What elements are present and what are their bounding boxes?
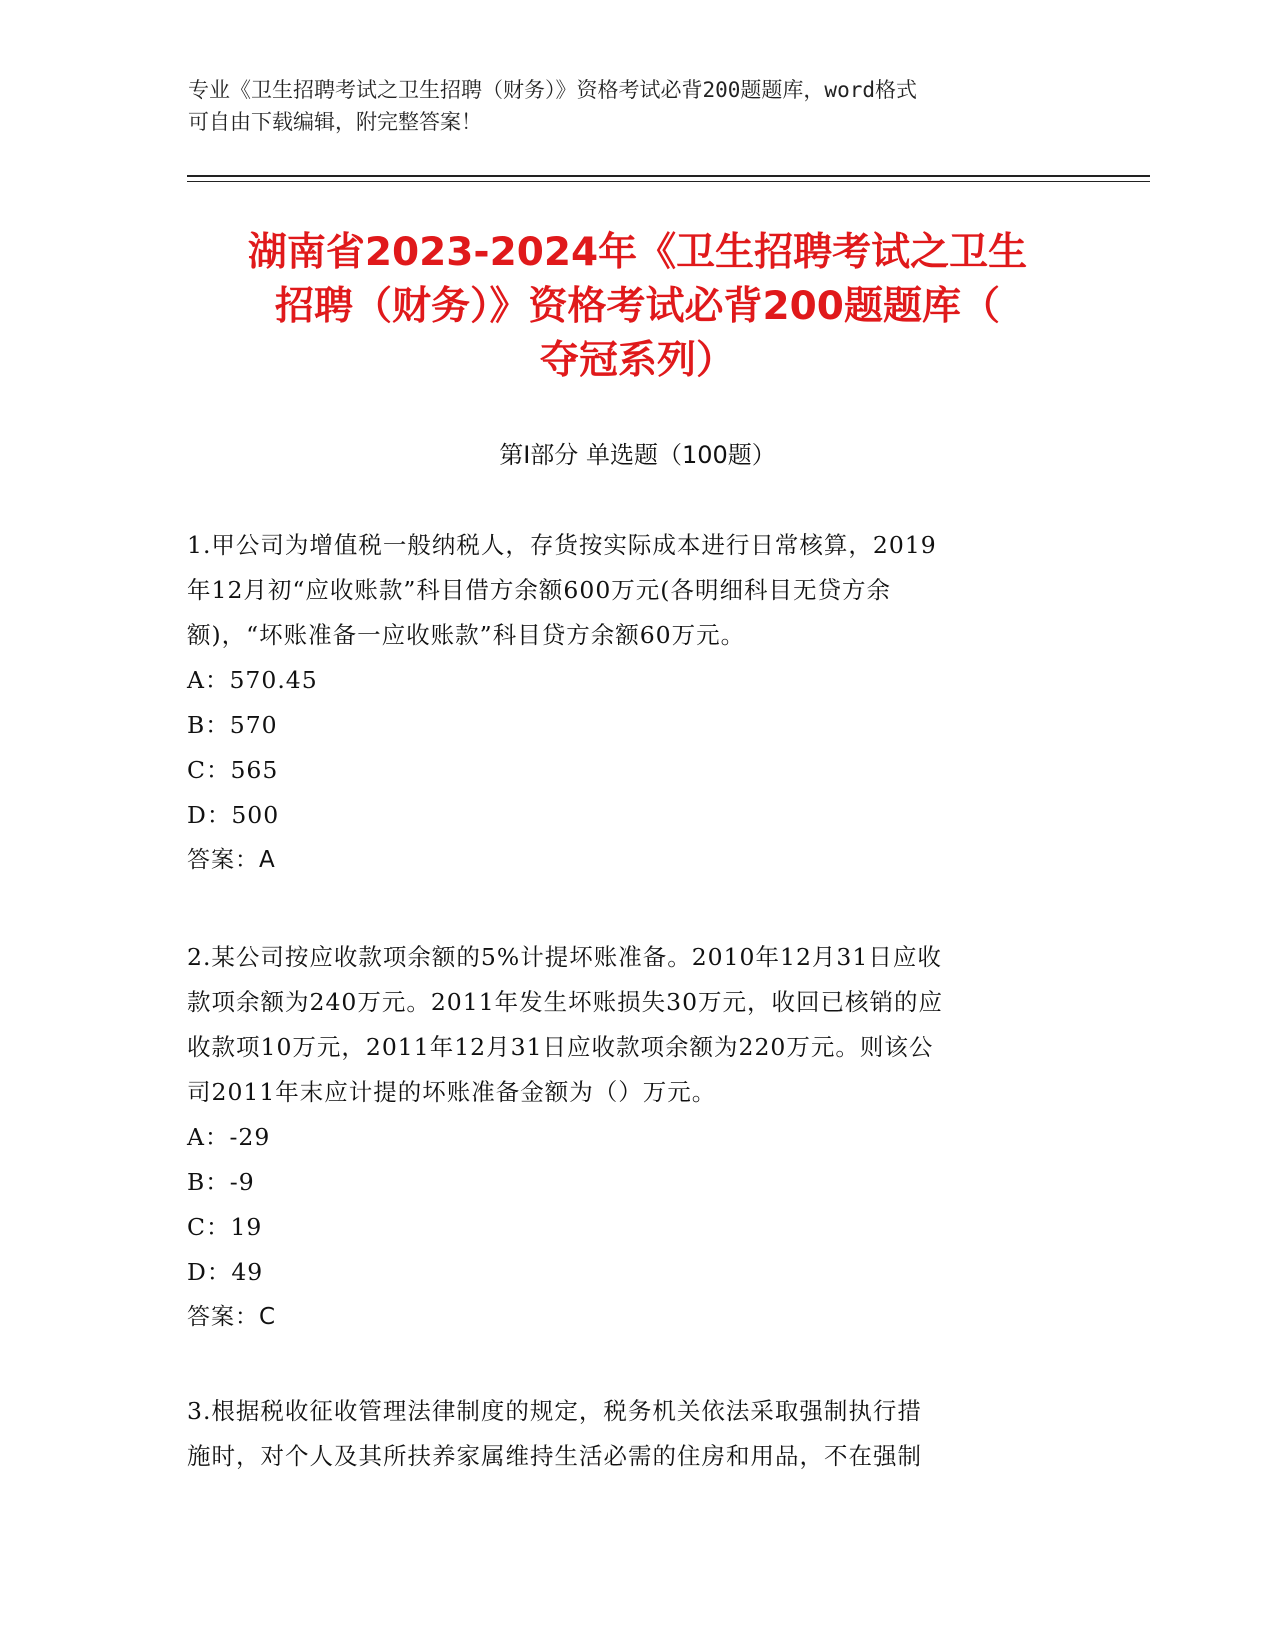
option-c: C：565 <box>187 756 279 784</box>
header-note-line: 专业《卫生招聘考试之卫生招聘（财务）》资格考试必背200题题库，word格式 <box>188 78 917 102</box>
title-line: 湖南省2023-2024年《卫生招聘考试之卫生 <box>247 230 1028 275</box>
option-a: A：-29 <box>187 1123 271 1151</box>
stem-line: 2.某公司按应收款项余额的5%计提坏账准备。2010年12月31日应收 <box>187 943 942 971</box>
question-stem <box>187 935 1072 1115</box>
header-note-line: 可自由下载编辑，附完整答案！ <box>188 110 482 134</box>
document-title <box>180 226 1095 388</box>
option-c: C：19 <box>187 1213 263 1241</box>
question-stem <box>187 523 1072 658</box>
stem-line: 额)，“坏账准备一应收账款”科目贷方余额60万元。 <box>187 621 746 649</box>
header-note <box>188 74 1068 138</box>
stem-line: 1.甲公司为增值税一般纳税人，存货按实际成本进行日常核算，2019 <box>187 531 937 559</box>
section-heading: 第Ⅰ部分 单选题（100题） <box>499 441 776 469</box>
option-b: B：-9 <box>187 1168 255 1196</box>
header-divider-thick <box>187 175 1150 177</box>
stem-line: 3.根据税收征收管理法律制度的规定，税务机关依法采取强制执行措 <box>187 1397 922 1425</box>
stem-line: 款项余额为240万元。2011年发生坏账损失30万元，收回已核销的应 <box>187 988 944 1016</box>
question-3 <box>187 1389 1072 1479</box>
answer: 答案：C <box>187 1304 277 1330</box>
question-stem <box>187 1389 1072 1479</box>
option-b: B：570 <box>187 711 278 739</box>
question-1 <box>187 523 1072 883</box>
header-divider-thin <box>187 181 1150 182</box>
stem-line: 年12月初“应收账款”科目借方余额600万元(各明细科目无贷方余 <box>187 576 891 604</box>
option-d: D：500 <box>187 801 280 829</box>
option-a: A：570.45 <box>187 666 318 694</box>
title-line: 夺冠系列） <box>539 338 735 383</box>
stem-line: 施时，对个人及其所扶养家属维持生活必需的住房和用品，不在强制 <box>187 1442 922 1470</box>
stem-line: 收款项10万元，2011年12月31日应收款项余额为220万元。则该公 <box>187 1033 934 1061</box>
answer: 答案：A <box>187 847 276 873</box>
question-2 <box>187 935 1072 1340</box>
stem-line: 司2011年末应计提的坏账准备金额为（）万元。 <box>187 1078 717 1106</box>
title-line: 招聘（财务）》资格考试必背200题题库（ <box>275 284 1000 329</box>
option-d: D：49 <box>187 1258 264 1286</box>
